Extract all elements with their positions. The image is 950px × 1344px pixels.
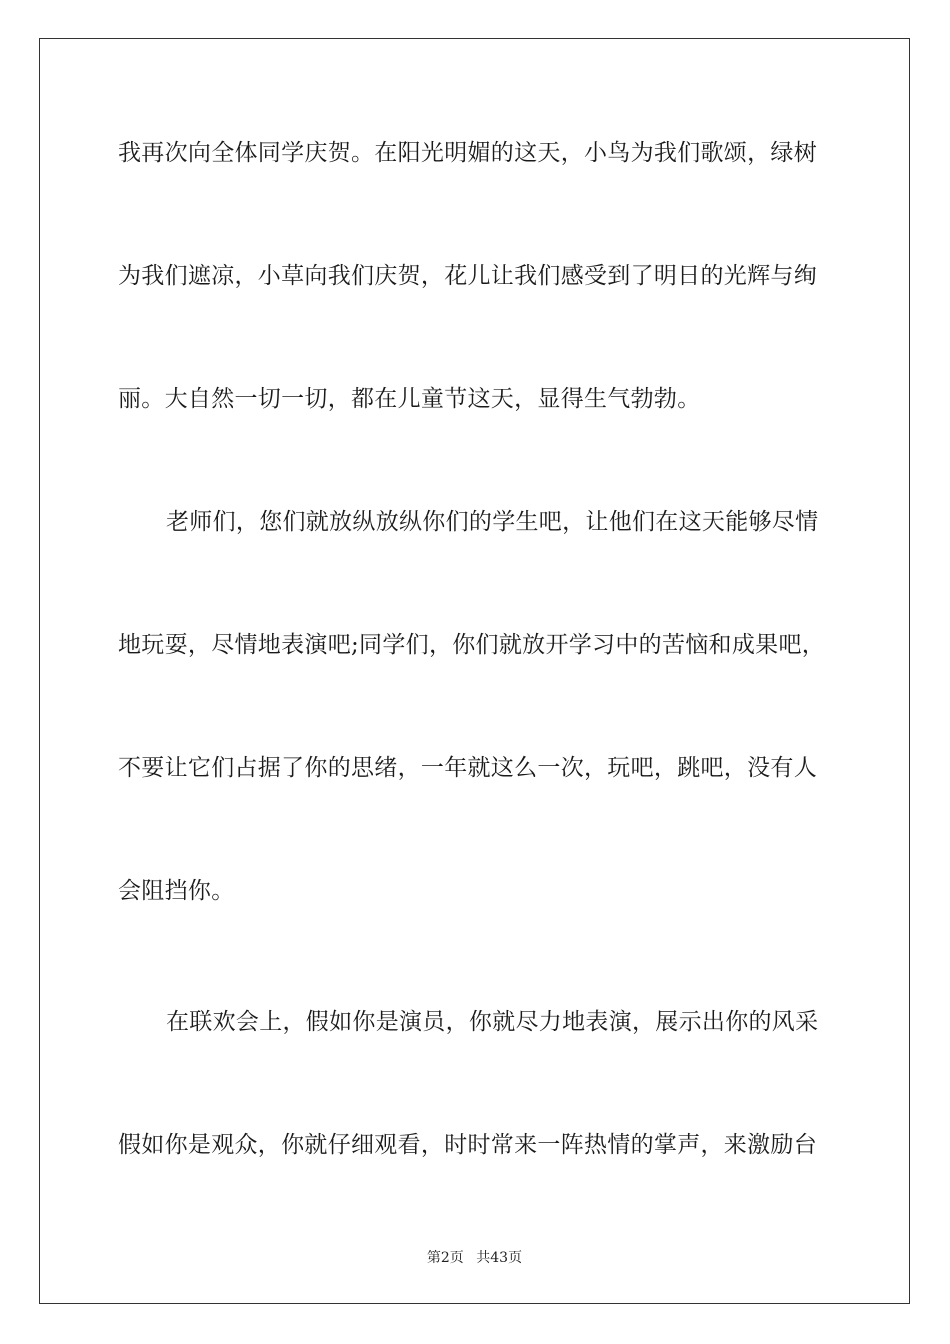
document-page: [39, 38, 910, 1304]
text-line-4: 老师们，您们就放纵放纵你们的学生吧，让他们在这天能够尽情: [166, 509, 819, 535]
text-line-1: 我再次向全体同学庆贺。在阳光明媚的这天，小鸟为我们歌颂，绿树: [118, 140, 817, 166]
text-line-6: 不要让它们占据了你的思绪，一年就这么一次，玩吧，跳吧，没有人: [118, 755, 817, 781]
page-footer: [40, 1247, 909, 1267]
text-line-2: 为我们遮凉，小草向我们庆贺，花儿让我们感受到了明日的光辉与绚: [118, 263, 817, 289]
text-line-3: 丽。大自然一切一切，都在儿童节这天，显得生气勃勃。: [118, 386, 701, 412]
text-line-7: 会阻挡你。: [118, 878, 235, 904]
text-line-5: 地玩耍，尽情地表演吧;同学们，你们就放开学习中的苦恼和成果吧，: [118, 632, 826, 658]
text-line-9: 假如你是观众，你就仔细观看，时时常来一阵热情的掌声，来激励台: [118, 1132, 817, 1158]
page-number: 第2页: [426, 1250, 464, 1266]
total-pages: 共43页: [476, 1250, 523, 1266]
text-line-8: 在联欢会上，假如你是演员，你就尽力地表演，展示出你的风采: [166, 1009, 819, 1035]
